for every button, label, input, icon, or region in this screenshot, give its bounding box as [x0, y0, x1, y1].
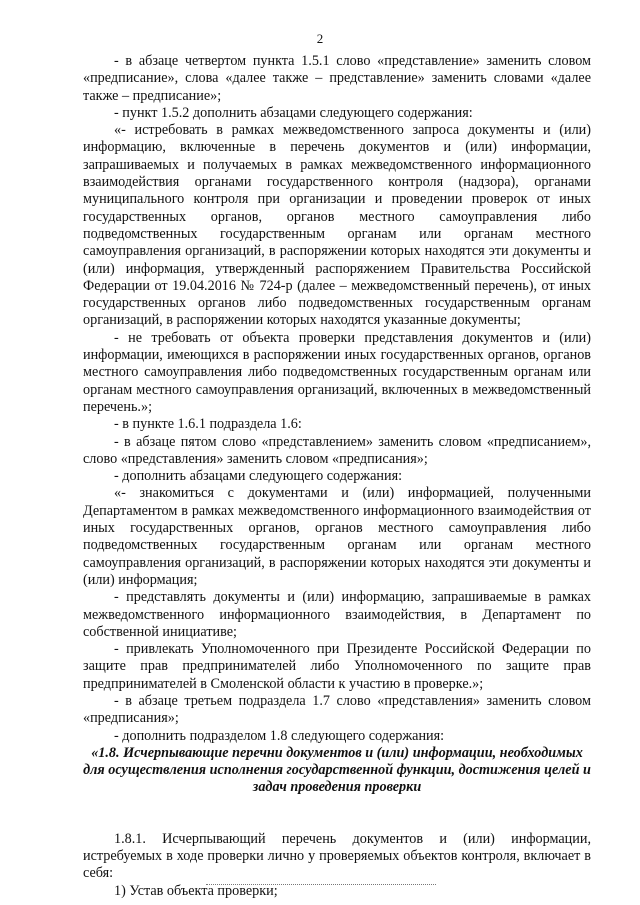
paragraph: - привлекать Уполномоченного при Президенте Российской Федерации по защите прав предпринимателей либо Уполномоченного по защите прав предпринимателей в Смоленской области к участию в проверке.»; — [83, 641, 591, 692]
paragraph: 1) Устав объекта проверки; — [114, 882, 278, 899]
paragraph: - дополнить подразделом 1.8 следующего содержания: — [114, 727, 445, 744]
spacer — [83, 797, 591, 831]
paragraph: - в абзаце четвертом пункта 1.5.1 слово «представление» заменить словом «предписание», слова «далее также – представление» заменить словами «далее также – предписание»; — [83, 53, 591, 104]
paragraph: - представлять документы и (или) информацию, запрашиваемые в рамках межведомственного информационного взаимодействия, в Департамент по собственной инициативе; — [83, 589, 591, 640]
paragraph: «- истребовать в рамках межведомственного запроса документы и (или) информацию, включенные в перечень документов и (или) информации, запрашиваемых и получаемых в рамках межведомственного информационного взаимодействия органами государственного контроля (надзора), органами муниципального контроля при организации и проведении проверок от иных государственных органов, органов местного самоуправления либо подведомственных государственным органам или органам местного самоуправления организаций, в распоряжении которых находятся эти документы и (или) информация, утвержденный распоряжением Правительства Российской Федерации от 19.04.2016 № 724-р (далее – межведомственный перечень), от иных государственных органов либо подведомственных государственным органам организаций, в распоряжении которых находятся указанные документы; — [83, 122, 591, 329]
paragraph: 1.8.1. Исчерпывающий перечень документов и (или) информации, истребуемых в ходе проверки лично у проверяемых объектов контроля, включает в себя: — [83, 830, 591, 882]
paragraph: «- знакомиться с документами и (или) информацией, полученными Департаментом в рамках межведомственного информационного взаимодействия от иных государственных органов, органов местного самоуправления либо подведомственных государственным органам или органам местного самоуправления организаций, в распоряжении которых находятся эти документы и (или) информация; — [83, 485, 591, 588]
paragraph: - в пункте 1.6.1 подраздела 1.6: — [114, 416, 302, 433]
paragraph: - в абзаце пятом слово «представлением» заменить словом «предписанием», слово «представления» заменить словом «предписания»; — [83, 433, 591, 467]
section-heading: «1.8. Исчерпывающие перечни документов и (или) информации, необходимых для осуществления исполнения государственной функции, достижения целей и задач проведения проверки — [83, 744, 591, 796]
paragraph: - в абзаце третьем подраздела 1.7 слово «представления» заменить словом «предписания»; — [83, 692, 591, 727]
document-body — [83, 53, 591, 900]
paragraph: - пункт 1.5.2 дополнить абзацами следующего содержания: — [114, 104, 473, 121]
paragraph: - дополнить абзацами следующего содержания: — [114, 468, 403, 485]
footer-divider — [206, 884, 436, 885]
paragraph: - не требовать от объекта проверки представления документов и (или) информации, имеющихся в распоряжении иных государственных органов, органов местного самоуправления либо подведомственных государственным органам или органам местного самоуправления организаций, включенных в межведомственный перечень.»; — [83, 329, 591, 415]
page-number: 2 — [316, 31, 324, 46]
